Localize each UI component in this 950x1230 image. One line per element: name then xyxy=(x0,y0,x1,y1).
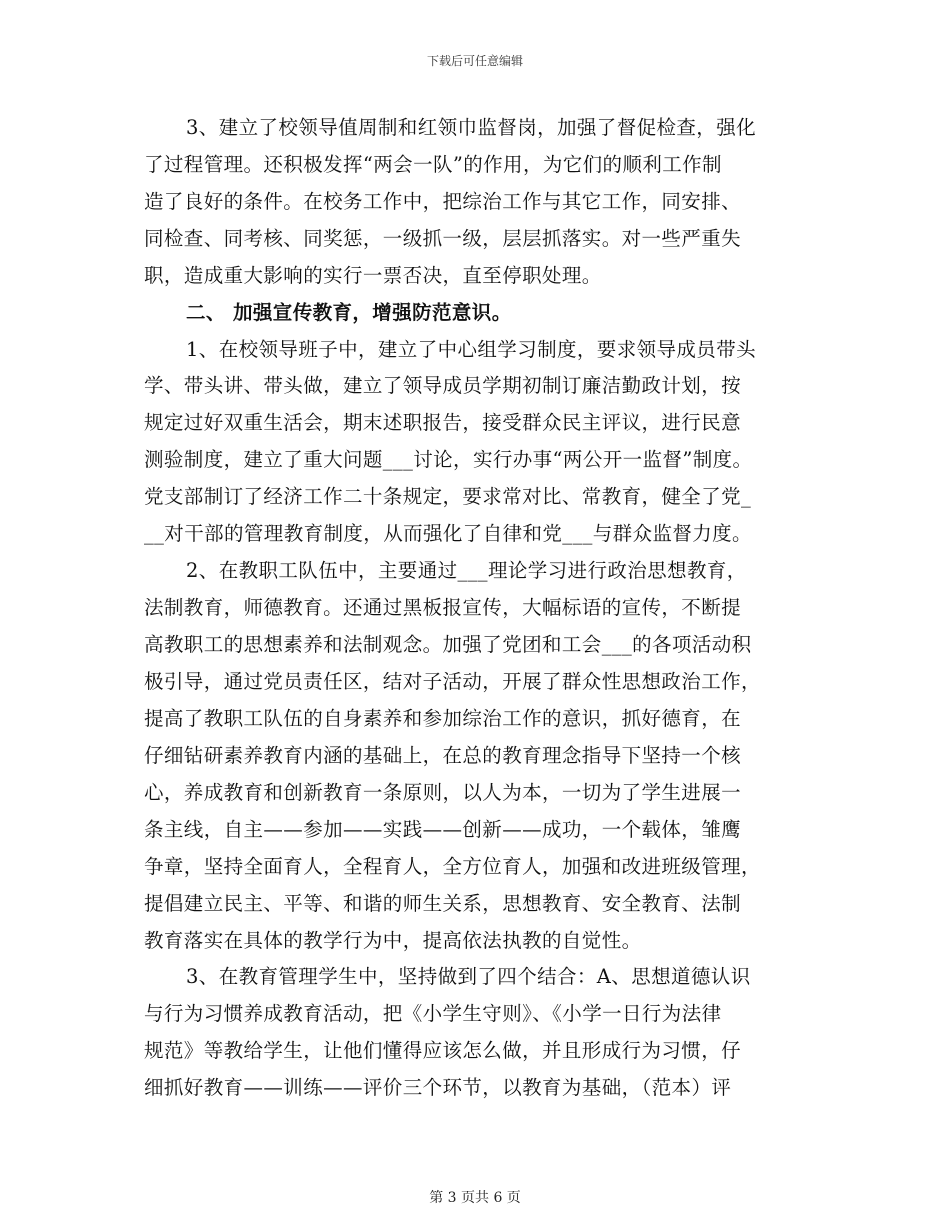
body-line: 党支部制订了经济工作二十条规定，要求常对比、常教育，健全了党_ xyxy=(144,485,752,508)
body-line: __对干部的管理教育制度，从而强化了自律和党___与群众监督力度。 xyxy=(144,522,752,545)
body-line: 规定过好双重生活会，期末述职报告，接受群众民主评议，进行民意 xyxy=(144,411,742,434)
header-note: 下载后可任意编辑 xyxy=(426,54,523,68)
body-line: 造了良好的条件。在校务工作中，把综治工作与其它工作，同安排、 xyxy=(144,190,742,213)
body-line: 争章，坚持全面育人，全程育人，全方位育人，加强和改进班级管理， xyxy=(144,855,761,878)
body-line: 提倡建立民主、平等、和谐的师生关系，思想教育、安全教育、法制 xyxy=(144,892,742,915)
body-line: 测验制度，建立了重大问题___讨论，实行办事“两公开一监督”制度。 xyxy=(144,448,753,471)
body-line: 1、在校领导班子中，建立了中心组学习制度，要求领导成员带头 xyxy=(186,338,757,361)
body-line: 3、在教育管理学生中，坚持做到了四个结合：A、思想道德认识 xyxy=(186,965,751,988)
body-line: 同检查、同考核、同奖惩，一级抓一级，层层抓落实。对一些严重失 xyxy=(144,227,742,250)
body-line: 规范》等教给学生，让他们懂得应该怎么做，并且形成行为习惯，仔 xyxy=(144,1039,742,1062)
body-line: 2、在教职工队伍中，主要通过___理论学习进行政治思想教育， xyxy=(186,559,747,582)
body-line: 与行为习惯养成教育活动，把《小学生守则》、《小学一日行为法律 xyxy=(144,1002,722,1025)
section-heading: 二、 加强宣传教育，增强防范意识。 xyxy=(186,301,512,324)
body-line: 学、带头讲、带头做，建立了领导成员学期初制订廉洁勤政计划，按 xyxy=(144,374,742,397)
body-line: 仔细钻研素养教育内涵的基础上，在总的教育理念指导下坚持一个核 xyxy=(144,744,742,767)
body-line: 高教职工的思想素养和法制观念。加强了党团和工会___的各项活动积 xyxy=(144,633,752,656)
body-line: 提高了教职工队伍的自身素养和参加综治工作的意识，抓好德育，在 xyxy=(144,707,742,730)
body-line: 法制教育，师德教育。还通过黑板报宣传，大幅标语的宣传，不断提 xyxy=(144,596,742,619)
body-line: 了过程管理。还积极发挥“两会一队”的作用，为它们的顺利工作制 xyxy=(144,153,722,176)
page-number: 第 3 页共 6 页 xyxy=(429,1190,521,1206)
body-line: 极引导，通过党员责任区，结对子活动，开展了群众性思想政治工作， xyxy=(144,670,761,693)
body-line: 细抓好教育——训练——评价三个环节，以教育为基础，（范本）评 xyxy=(144,1076,732,1099)
body-line: 职，造成重大影响的实行一票否决，直至停职处理。 xyxy=(144,264,602,287)
body-line: 条主线，自主——参加——实践——创新——成功，一个载体，雏鹰 xyxy=(144,818,742,841)
body-line: 教育落实在具体的教学行为中，提高依法执教的自觉性。 xyxy=(144,929,642,952)
body-line: 心，养成教育和创新教育一条原则，以人为本，一切为了学生进展一 xyxy=(144,781,742,804)
body-line: 3、建立了校领导值周制和红领巾监督岗，加强了督促检查，强化 xyxy=(186,116,757,139)
